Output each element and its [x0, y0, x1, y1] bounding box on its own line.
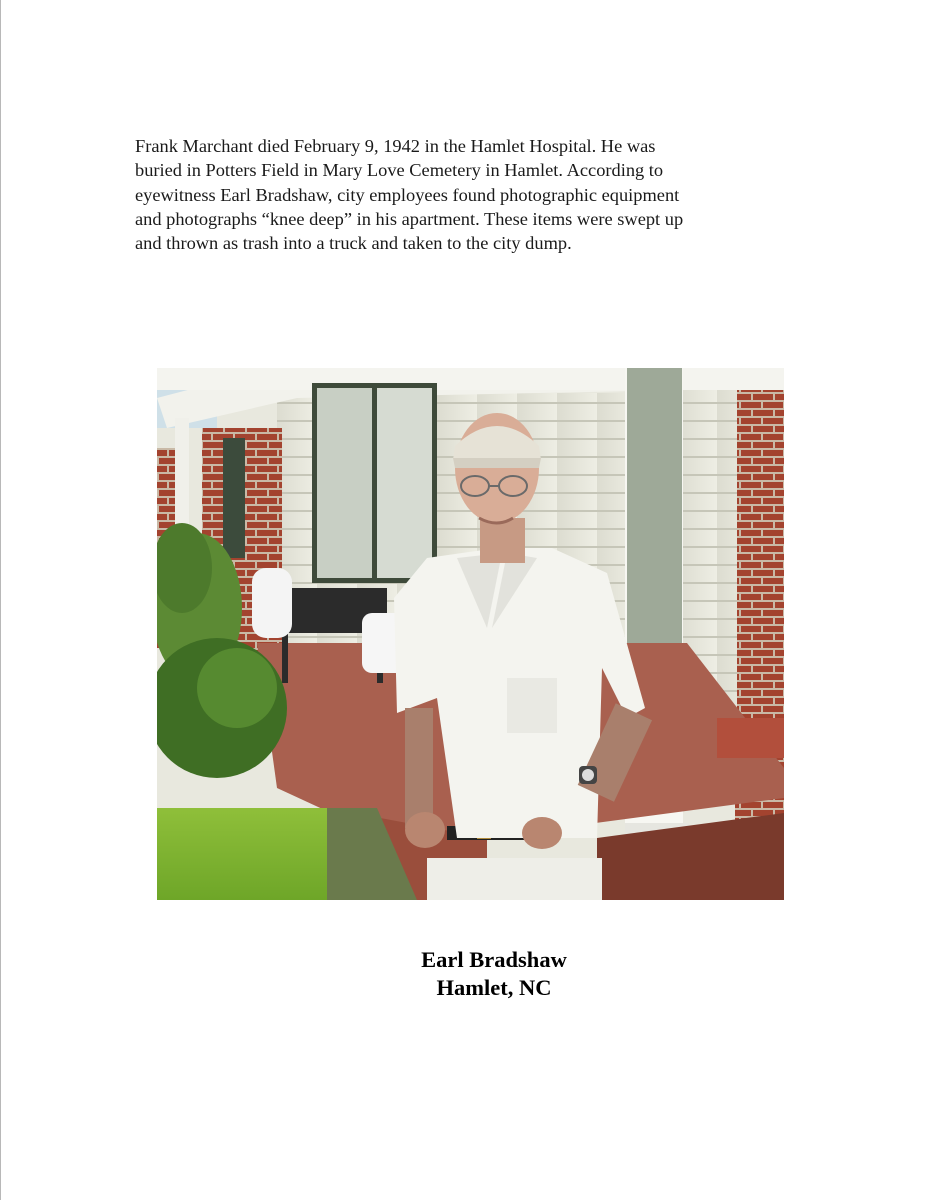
- paragraph-line: Frank Marchant died February 9, 1942 in the Hamlet Hospital. He was: [135, 136, 656, 156]
- portrait-photo: [157, 368, 784, 900]
- paragraph-line: eyewitness Earl Bradshaw, city employees found photographic equipment: [135, 184, 680, 205]
- paragraph-line: buried in Potters Field in Mary Love Cemetery in Hamlet. According to: [135, 160, 664, 181]
- page-edge: [0, 0, 1, 1200]
- caption-name: Earl Bradshaw: [421, 947, 567, 972]
- body-paragraph: [135, 134, 795, 255]
- paragraph-line: and photographs “knee deep” in his apartment. These items were swept up: [135, 208, 684, 229]
- caption-place: Hamlet, NC: [436, 975, 552, 1000]
- paragraph-line: and thrown as trash into a truck and taken to the city dump.: [135, 233, 572, 254]
